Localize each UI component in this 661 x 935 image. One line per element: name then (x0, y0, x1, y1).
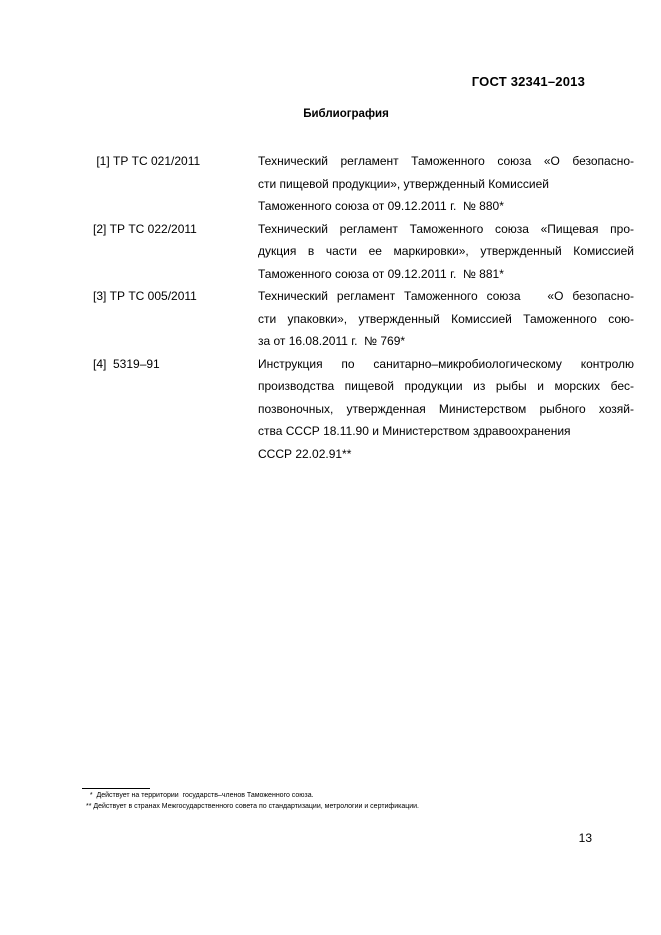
entry-line: Таможенного союза от 09.12.2011 г. № 881* (258, 266, 504, 281)
entry-description (258, 150, 634, 218)
bibliography-list (0, 150, 661, 465)
section-title: Библиография (303, 108, 389, 120)
entry-line: позвоночных, утвержденная Министерством рыбного хозяй- (258, 401, 634, 416)
entry-line: за от 16.08.2011 г. № 769* (258, 334, 406, 348)
entry-description (258, 218, 634, 286)
entry-line: сти упаковки», утвержденный Комиссией Таможенного сою- (258, 311, 634, 326)
footnotes (86, 790, 419, 812)
entry-reference: [4] 5319–91 (93, 356, 160, 371)
entry-line: производства пищевой продукции из рыбы и морских бес- (258, 379, 634, 393)
entry-line: Технический регламент Таможенного союза «О безопасно- (258, 154, 634, 168)
entry-reference: [1] ТР ТС 021/2011 (93, 154, 201, 168)
entry-description (258, 353, 634, 466)
entry-line: сти пищевой продукции», утвержденный Комиссией (258, 176, 549, 191)
entry-description (258, 285, 634, 353)
entry-line: Технический регламент Таможенного союза «Пищевая про- (258, 221, 634, 236)
entry-reference: [2] ТР ТС 022/2011 (93, 221, 197, 236)
entry-reference: [3] ТР ТС 005/2011 (93, 289, 197, 303)
bibliography-entry (0, 218, 661, 286)
footnote: * Действует на территории государств–членов Таможенного союза. (86, 792, 314, 799)
entry-line: ства СССР 18.11.90 и Министерством здравоохранения (258, 424, 571, 438)
entry-line: дукция в части ее маркировки», утвержденный Комиссией (258, 244, 634, 258)
footnote: ** Действует в странах Межгосударственного совета по стандартизации, метрологии и сертификации. (86, 803, 419, 810)
entry-line: Инструкция по санитарно–микробиологическому контролю (258, 356, 634, 371)
page-header-standard-code: ГОСТ 32341–2013 (471, 74, 585, 89)
bibliography-entry (0, 150, 661, 218)
page-number: 13 (578, 831, 592, 845)
entry-line: Таможенного союза от 09.12.2011 г. № 880* (258, 199, 504, 213)
entry-line: Технический регламент Таможенного союза «О безопасно- (258, 289, 634, 303)
footnote-divider (82, 788, 150, 789)
bibliography-entry (0, 353, 661, 466)
bibliography-entry (0, 285, 661, 353)
entry-line: СССР 22.02.91** (258, 446, 352, 461)
